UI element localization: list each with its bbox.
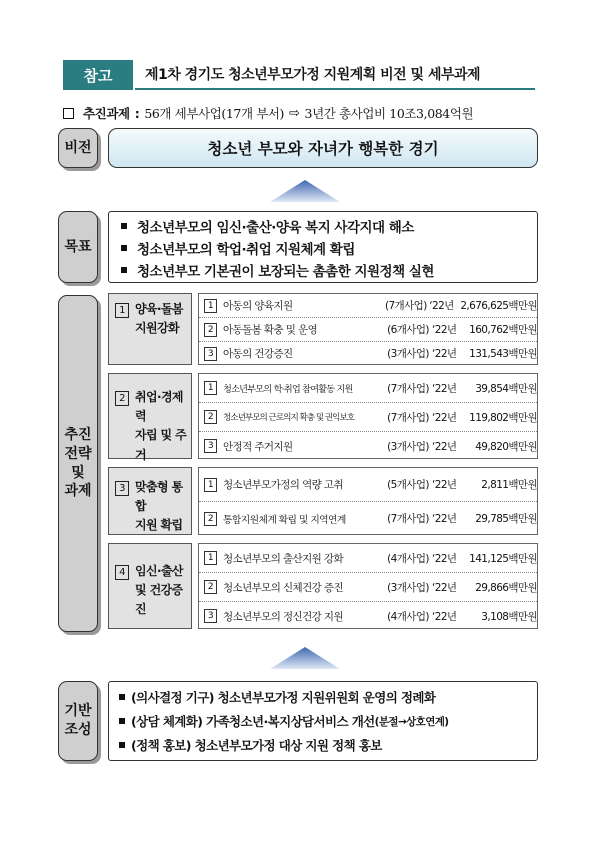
category-number: 3 [115,481,129,496]
row-year: ‘22년 [432,348,457,360]
goal-item: 청소년부모 기본권이 보장되는 촘촘한 지원정책 실현 [121,259,537,281]
row-amount: 49,820백만원 [475,440,537,453]
row-item: 통합지원체계 확립 및 지역연계 [223,514,346,526]
row-number: 2 [204,323,217,337]
goal-item: 청소년부모의 임신·출산·양육 복지 사각지대 해소 [121,215,537,237]
tasks-summary: 56개 세부사업(17개 부서) [144,106,285,121]
row-item: 청소년부모의 출산지원 강화 [223,552,343,565]
page-title: 제1차 경기도 청소년부모가정 지원계획 비전 및 세부과제 [135,60,535,90]
task-row [199,374,537,402]
row-year: ‘22년 [432,411,457,424]
strategy-group-4 [198,543,538,629]
category-name: 취업·경제력 자립 및 주거 [135,390,187,462]
row-number: 1 [204,551,217,565]
goals-label: 목표 [58,211,98,283]
row-amount: 39,854백만원 [475,382,537,395]
foundation-box [108,681,538,761]
row-item: 청소년부모의 근로의지 확충 및 권익보호 [223,413,355,423]
row-number: 2 [204,512,217,526]
row-count: (7개사업) [384,300,427,312]
category-name: 임신·출산 및 건강증진 [135,564,183,617]
row-count: (7개사업) [387,513,429,525]
task-row [199,402,537,431]
foundation-item: (상담 체계화) 가족청소년·복지상담서비스 개선 (분절→상호연계) [119,709,537,733]
bullet-icon [119,718,125,724]
row-amount: 2,676,625백만원 [460,300,537,312]
row-count: (7개사업) [387,382,429,395]
row-count: (7개사업) [387,411,429,424]
row-year: ‘22년 [432,440,457,453]
strategy-category-3 [108,467,192,535]
row-number: 3 [204,609,217,623]
row-item: 청소년부모의 학·취업 참여활동 지원 [223,384,353,395]
tasks-label: 추진과제 [83,106,130,121]
row-number: 2 [204,580,217,594]
tasks-total: 3년간 총사업비 10조3,084억원 [304,106,474,121]
foundation-item: (의사결정 기구) 청소년부모가정 지원위원회 운영의 정례화 [119,685,537,709]
task-row [199,431,537,460]
strategy-label: 추진 전략 및 과제 [58,295,98,632]
row-number: 1 [204,299,217,313]
bullet-icon [119,694,125,700]
foundation-item: (정책 홍보) 청소년부모가정 대상 지원 정책 홍보 [119,733,537,757]
strategy-category-4 [108,543,192,629]
row-amount: 2,811백만원 [481,479,537,491]
category-name: 맞춤형 통합 지원 확립 [135,480,183,533]
row-amount: 131,543백만원 [469,348,537,360]
foundation-label: 기반 조성 [58,681,98,761]
strategy-category-1 [108,293,192,365]
tasks-colon: : [134,105,140,121]
category-number: 4 [115,565,129,580]
row-year: ‘22년 [432,581,457,594]
row-item: 아동의 양육지원 [223,300,293,312]
row-count: (4개사업) [387,552,429,565]
row-item: 청소년부모의 신체건강 증진 [223,581,343,594]
up-arrow-icon [270,647,340,669]
row-year: ‘22년 [432,552,457,565]
category-number: 2 [115,391,129,406]
row-year: ‘22년 [432,513,457,525]
task-row [199,341,537,365]
bullet-icon [119,742,125,748]
row-number: 2 [204,410,217,424]
row-amount: 29,785백만원 [475,513,537,525]
category-number: 1 [115,303,129,318]
strategy-category-2 [108,373,192,462]
category-name: 양육·돌봄 지원강화 [135,302,183,336]
right-arrow-icon: ⇨ [289,105,300,121]
task-row [199,501,537,535]
row-year: ‘22년 [432,382,457,395]
vision-text: 청소년 부모와 자녀가 행복한 경기 [108,128,538,168]
strategy-group-3 [198,467,538,535]
strategy-group-1 [198,293,538,365]
task-row [199,544,537,572]
row-item: 청소년부모가정의 역량 고취 [223,479,343,491]
row-amount: 3,108백만원 [481,610,537,623]
row-amount: 160,762백만원 [469,324,537,336]
reference-badge: 참고 [63,60,133,90]
row-item: 아동돌봄 확충 및 운영 [223,324,318,336]
row-number: 1 [204,478,217,492]
task-row [199,468,537,501]
row-number: 3 [204,347,217,361]
task-row [199,317,537,341]
checkbox-square-icon [63,108,74,119]
bullet-icon [121,267,127,273]
row-count: (3개사업) [387,440,429,453]
row-amount: 141,125백만원 [469,552,537,565]
row-amount: 119,802백만원 [469,411,537,424]
row-number: 3 [204,439,217,453]
bullet-icon [121,245,127,251]
strategy-group-2 [198,373,538,459]
task-row [199,601,537,630]
goals-box [108,211,538,283]
row-item: 청소년부모의 정신건강 지원 [223,610,343,623]
row-year: ‘22년 [432,324,457,336]
row-number: 1 [204,381,217,395]
up-arrow-icon [270,180,340,202]
row-item: 아동의 건강증진 [223,348,293,360]
task-row [199,572,537,601]
vision-label: 비전 [58,128,98,168]
row-amount: 29,866백만원 [475,581,537,594]
bullet-icon [121,223,127,229]
row-count: (5개사업) [387,479,429,491]
row-count: (3개사업) [387,348,429,360]
row-year: ‘22년 [429,300,454,312]
tasks-summary-line [63,103,543,123]
row-count: (6개사업) [387,324,429,336]
row-count: (3개사업) [387,581,429,594]
row-year: ‘22년 [432,479,457,491]
goal-item: 청소년부모의 학업·취업 지원체계 확립 [121,237,537,259]
task-row [199,294,537,317]
row-year: ‘22년 [432,610,457,623]
row-item: 안정적 주거지원 [223,440,293,453]
row-count: (4개사업) [387,610,429,623]
